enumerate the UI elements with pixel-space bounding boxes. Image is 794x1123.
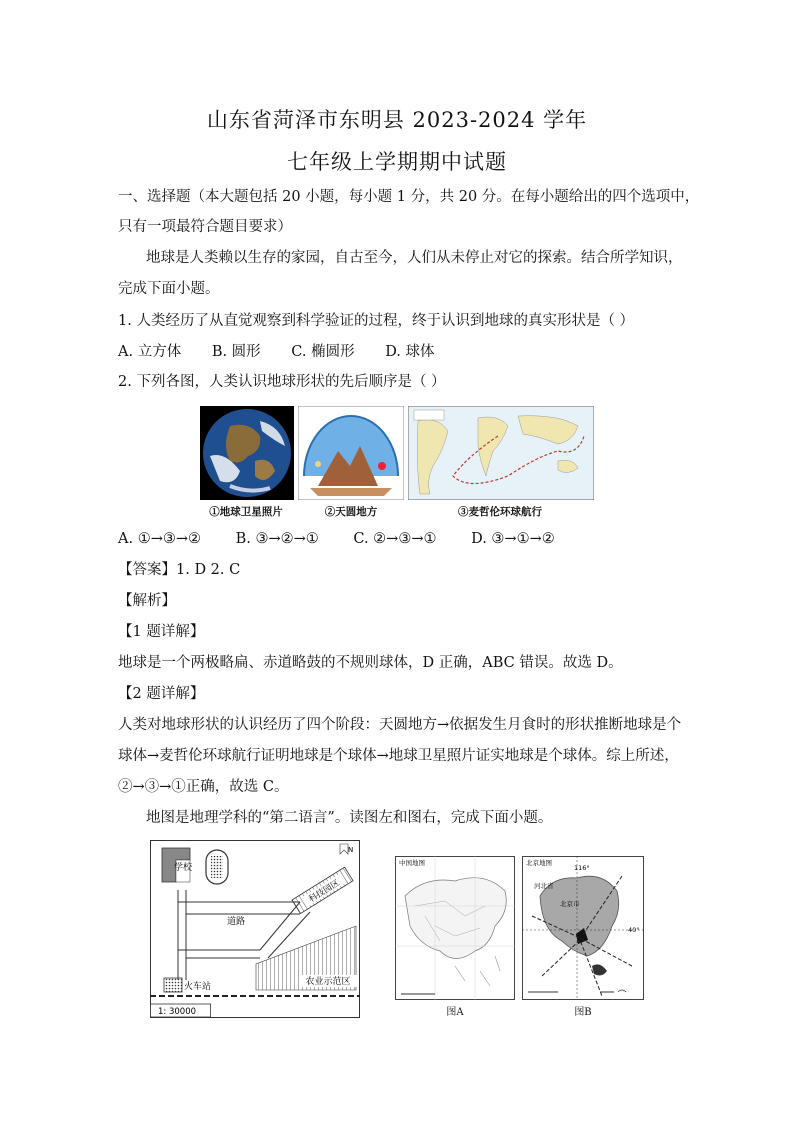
q1-option-a[interactable]: A. 立方体 bbox=[118, 344, 182, 360]
q2-option-a[interactable]: A. ①→③→② bbox=[118, 531, 201, 547]
exam-title-line1: 山东省菏泽市东明县 2023-2024 学年 bbox=[206, 108, 588, 132]
detail-1-text: 地球是一个两极略扁、赤道略鼓的不规则球体，D 正确，ABC 错误。故选 D。 bbox=[118, 655, 623, 671]
question-1-options bbox=[118, 342, 678, 362]
q2-option-c[interactable]: C. ②→③→① bbox=[353, 531, 437, 547]
station-label: 火车站 bbox=[184, 982, 212, 992]
question-2-stem: 2. 下列各图，人类认识地球形状的先后顺序是（ ） bbox=[118, 374, 446, 390]
exam-title-line2: 七年级上学期期中试题 bbox=[287, 150, 507, 174]
question-1-stem: 1. 人类经历了从直觉观察到科学验证的过程，终于认识到地球的真实形状是（ ） bbox=[118, 313, 635, 329]
answer-text: 1. D 2. C bbox=[176, 562, 241, 578]
china-map-a bbox=[395, 856, 515, 1000]
section-heading-cont: 只有一项最符合题目要求） bbox=[118, 219, 292, 235]
magellan-route-map bbox=[408, 406, 594, 500]
school-label: 学校 bbox=[173, 863, 193, 873]
q1-option-c[interactable]: C. 椭圆形 bbox=[291, 344, 355, 360]
passage-2: 地图是地理学科的“第二语言”。读图左和图右，完成下面小题。 bbox=[146, 810, 553, 826]
campus-area-map bbox=[150, 840, 360, 1018]
detail-1-label: 【1 题详解】 bbox=[118, 624, 205, 640]
road-label: 道路 bbox=[226, 917, 246, 927]
hebei-label: 河北省 bbox=[534, 882, 554, 890]
answer-label: 【答案】 bbox=[118, 562, 176, 578]
detail-2-text-2: 球体→麦哲伦环球航行证明地球是个球体→地球卫星照片证实地球是个球体。综上所述， bbox=[118, 748, 679, 764]
figure-caption-2: ②天圆地方 bbox=[324, 506, 378, 518]
detail-2-text-3: ②→③→①正确，故选 C。 bbox=[118, 779, 289, 795]
detail-2-label: 【2 题详解】 bbox=[118, 686, 205, 702]
question-2-options bbox=[118, 529, 678, 549]
north-label: N bbox=[348, 846, 354, 854]
scale-label: 1: 30000 bbox=[158, 1007, 197, 1017]
q1-option-b[interactable]: B. 圆形 bbox=[211, 344, 261, 360]
figure-caption-3: ③麦哲伦环球航行 bbox=[458, 506, 542, 518]
map-a-title: 中国地图 bbox=[399, 859, 425, 867]
map-b-title: 北京地图 bbox=[526, 859, 552, 867]
figure-caption-1: ①地球卫星照片 bbox=[209, 506, 283, 518]
map-a-label: 图A bbox=[446, 1007, 464, 1018]
farm-label: 农业示范区 bbox=[305, 977, 351, 987]
earth-satellite-photo bbox=[200, 406, 294, 500]
passage-1-cont: 完成下面小题。 bbox=[118, 281, 220, 297]
latitude-label: 40° bbox=[628, 926, 640, 934]
tech-park-label: 科技园区 bbox=[307, 878, 342, 905]
detail-2-text-1: 人类对地球形状的认识经历了四个阶段：天圆地方→依据发生月食时的形状推断地球是个 bbox=[118, 717, 682, 733]
beijing-map-b bbox=[522, 856, 644, 1000]
analysis-label: 【解析】 bbox=[118, 593, 176, 609]
sky-dome-illustration bbox=[298, 406, 404, 500]
q2-option-d[interactable]: D. ③→①→② bbox=[471, 531, 555, 547]
passage-1: 地球是人类赖以生存的家园，自古至今，人们从未停止对它的探索。结合所学知识， bbox=[146, 250, 683, 266]
longitude-label: 116° bbox=[574, 864, 590, 872]
beijing-city-label: 北京市 bbox=[560, 900, 580, 908]
answer-line bbox=[118, 560, 678, 580]
map-b-label: 图B bbox=[574, 1007, 592, 1018]
q1-option-d[interactable]: D. 球体 bbox=[385, 344, 435, 360]
section-heading: 一、选择题（本大题包括 20 小题，每小题 1 分，共 20 分。在每小题给出的四个选项中， bbox=[118, 189, 700, 205]
q2-option-b[interactable]: B. ③→②→① bbox=[235, 531, 319, 547]
